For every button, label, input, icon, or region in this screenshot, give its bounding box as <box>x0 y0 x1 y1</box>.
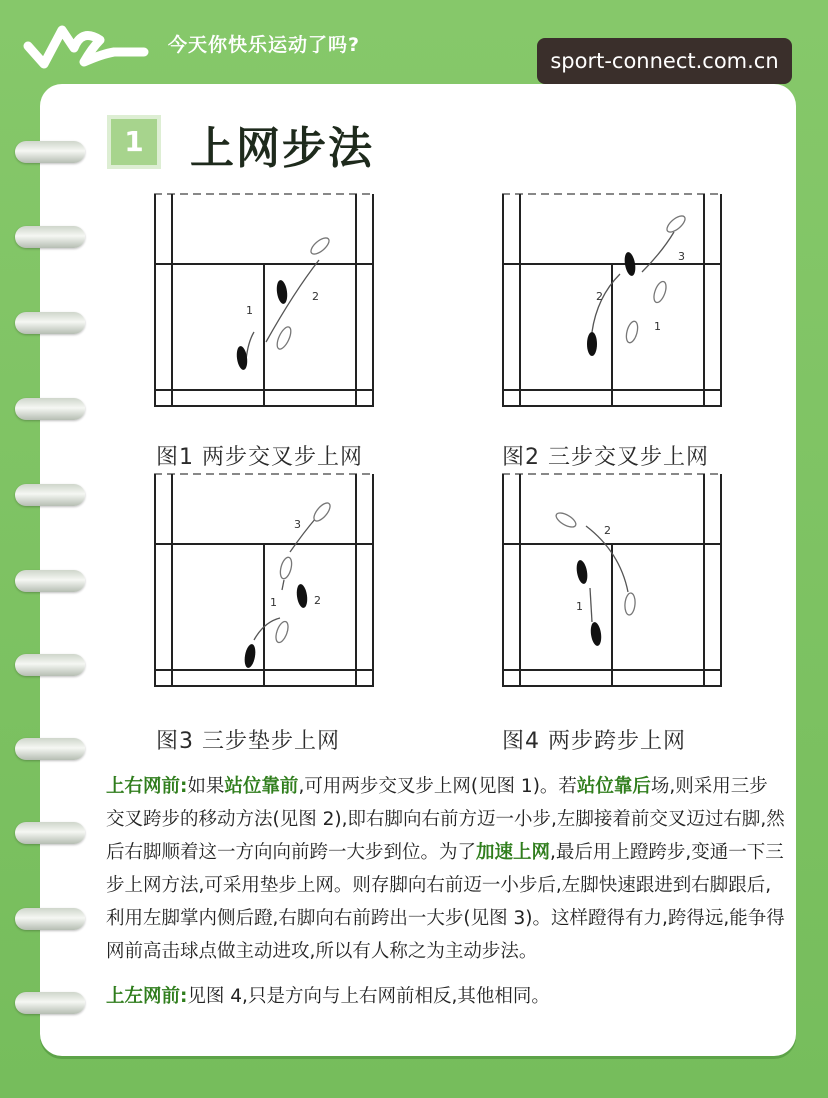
binder-ring <box>15 398 85 420</box>
text-run: 如果 <box>187 776 225 797</box>
step-label: 2 <box>314 594 321 607</box>
text-run: 见图 4,只是方向与上右网前相反,其他相同。 <box>187 986 550 1007</box>
footprint-icon <box>243 643 257 668</box>
footprint-outline-icon <box>652 280 669 304</box>
text-run: ,最后用上蹬跨步,变通一下三步上网方法,可采用垫步上网。则存脚向右前迈一小步后,左脚快速跟进到右脚跟后,利用左脚掌内侧后蹬,右脚向右前跨出一大步(见图 3)。这样蹬得有力,跨得远,能争得网前高击球点做主动进攻,所以有人称之为主动步法。 <box>106 842 785 962</box>
brand-logo-icon <box>22 18 152 78</box>
step-label: 1 <box>246 304 253 317</box>
step-label: 3 <box>678 250 685 263</box>
figure-1-caption: 图1 两步交叉步上网 <box>156 445 363 470</box>
paragraph-lead: 上左网前: <box>106 986 188 1007</box>
watermark-badge: sport-connect.com.cn <box>537 38 792 84</box>
paragraph-left-net <box>106 980 786 1013</box>
step-label: 3 <box>294 518 301 531</box>
figure-4 <box>502 472 722 690</box>
footprint-outline-icon <box>278 556 293 580</box>
figure-2-caption: 图2 三步交叉步上网 <box>502 445 709 470</box>
header-tagline: 今天你快乐运动了吗? <box>168 34 361 56</box>
binder-ring <box>15 908 85 930</box>
footprint-outline-icon <box>624 593 636 616</box>
highlight-text: 加速上网 <box>476 842 551 863</box>
footprint-outline-icon <box>308 235 331 257</box>
court-diagram-2 <box>502 192 722 410</box>
text-run: 场,则采用三步交叉跨步的移动方法(见图 2),即右脚向右前方迈一小步,左脚接着前交叉迈过右脚,然后右脚顺着这一方向向前跨一大步到位。为了 <box>106 776 785 863</box>
figure-4-caption: 图4 两步跨步上网 <box>502 729 686 754</box>
section-title: 上网步法 <box>190 123 374 174</box>
court-diagram-3 <box>154 472 374 690</box>
paragraph-lead: 上右网前: <box>106 776 188 797</box>
footprint-outline-icon <box>664 213 687 235</box>
figure-3 <box>154 472 374 690</box>
court-diagram-4 <box>502 472 722 690</box>
footprint-icon <box>575 559 589 584</box>
footprint-outline-icon <box>624 320 639 344</box>
section-number: 1 <box>107 115 161 169</box>
court-diagram-1 <box>154 192 374 410</box>
figure-1 <box>154 192 374 410</box>
highlight-text: 站位靠后 <box>576 776 651 797</box>
body-text <box>106 770 786 1013</box>
step-label: 2 <box>604 524 611 537</box>
binder-ring <box>15 484 85 506</box>
footprint-icon <box>275 279 288 304</box>
step-label: 1 <box>576 600 583 613</box>
footprint-icon <box>587 332 597 356</box>
binder-ring <box>15 822 85 844</box>
binder-ring <box>15 141 85 163</box>
binder-ring <box>15 226 85 248</box>
binder-ring <box>15 312 85 334</box>
binder-ring <box>15 738 85 760</box>
highlight-text: 站位靠前 <box>224 776 299 797</box>
footprint-icon <box>623 251 637 276</box>
step-label: 1 <box>270 596 277 609</box>
figure-3-caption: 图3 三步垫步上网 <box>156 729 340 754</box>
paragraph-right-net <box>106 770 786 968</box>
binder-ring <box>15 654 85 676</box>
footprint-icon <box>295 583 308 608</box>
footprint-icon <box>589 621 602 646</box>
step-label: 1 <box>654 320 661 333</box>
footprint-outline-icon <box>274 325 293 351</box>
footprint-outline-icon <box>274 620 291 644</box>
footprint-icon <box>235 345 248 370</box>
footprint-outline-icon <box>554 510 578 530</box>
text-run: ,可用两步交叉步上网(见图 1)。若 <box>298 776 577 797</box>
step-label: 2 <box>596 290 603 303</box>
step-label: 2 <box>312 290 319 303</box>
binder-ring <box>15 992 85 1014</box>
figure-2 <box>502 192 722 410</box>
footprint-outline-icon <box>311 500 333 523</box>
binder-ring <box>15 570 85 592</box>
